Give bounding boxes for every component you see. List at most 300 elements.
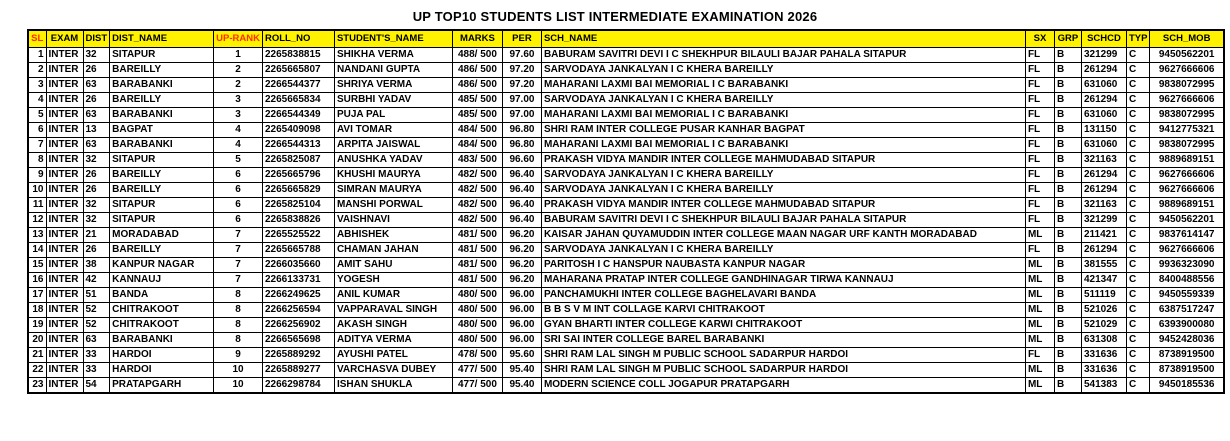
cell-dist-name: SITAPUR	[110, 152, 214, 167]
cell-dist: 42	[83, 272, 110, 287]
cell-student: AMIT SAHU	[334, 257, 452, 272]
cell-dist: 32	[83, 152, 110, 167]
cell-sch-name: SARVODAYA JANKALYAN I C KHERA BAREILLY	[541, 92, 1025, 107]
cell-sl: 14	[28, 242, 46, 257]
cell-schcd: 131150	[1081, 122, 1126, 137]
cell-exam: INTER	[46, 137, 83, 152]
cell-student: ISHAN SHUKLA	[334, 377, 452, 393]
cell-exam: INTER	[46, 152, 83, 167]
cell-sl: 13	[28, 227, 46, 242]
cell-up-rank: 6	[214, 182, 263, 197]
cell-dist-name: BAREILLY	[110, 62, 214, 77]
cell-roll-no: 2265889277	[262, 362, 334, 377]
cell-sch-name: MAHARANI LAXMI BAI MEMORIAL I C BARABANKI	[541, 107, 1025, 122]
cell-sch-mob: 9627666606	[1150, 167, 1224, 182]
cell-per: 96.40	[502, 182, 541, 197]
cell-exam: INTER	[46, 257, 83, 272]
cell-exam: INTER	[46, 167, 83, 182]
cell-schcd: 521026	[1081, 302, 1126, 317]
cell-typ: C	[1126, 152, 1149, 167]
table-row	[28, 227, 1224, 242]
cell-student: ANIL KUMAR	[334, 287, 452, 302]
cell-schcd: 631060	[1081, 77, 1126, 92]
cell-student: AVI TOMAR	[334, 122, 452, 137]
col-header-grp: GRP	[1054, 30, 1081, 47]
cell-sch-name: SARVODAYA JANKALYAN I C KHERA BAREILLY	[541, 242, 1025, 257]
cell-grp: B	[1054, 332, 1081, 347]
cell-sx: ML	[1025, 317, 1054, 332]
cell-up-rank: 7	[214, 257, 263, 272]
cell-exam: INTER	[46, 47, 83, 62]
cell-exam: INTER	[46, 242, 83, 257]
cell-sch-mob: 9838072995	[1150, 107, 1224, 122]
cell-roll-no: 2266035660	[262, 257, 334, 272]
cell-marks: 484/ 500	[452, 137, 502, 152]
cell-marks: 486/ 500	[452, 77, 502, 92]
cell-sch-name: SHRI RAM INTER COLLEGE PUSAR KANHAR BAGPAT	[541, 122, 1025, 137]
cell-per: 96.00	[502, 302, 541, 317]
cell-dist-name: BAGPAT	[110, 122, 214, 137]
cell-schcd: 631060	[1081, 137, 1126, 152]
cell-roll-no: 2265889292	[262, 347, 334, 362]
cell-up-rank: 8	[214, 287, 263, 302]
cell-typ: C	[1126, 107, 1149, 122]
cell-sl: 2	[28, 62, 46, 77]
cell-up-rank: 10	[214, 362, 263, 377]
cell-sch-name: PRAKASH VIDYA MANDIR INTER COLLEGE MAHMUDABAD SITAPUR	[541, 197, 1025, 212]
cell-exam: INTER	[46, 197, 83, 212]
cell-grp: B	[1054, 302, 1081, 317]
cell-dist: 63	[83, 137, 110, 152]
cell-sl: 9	[28, 167, 46, 182]
col-header-student: STUDENT'S_NAME	[334, 30, 452, 47]
cell-schcd: 261294	[1081, 242, 1126, 257]
col-header-sl: SL	[28, 30, 46, 47]
cell-sx: FL	[1025, 107, 1054, 122]
cell-per: 97.20	[502, 62, 541, 77]
cell-typ: C	[1126, 377, 1149, 393]
cell-sx: FL	[1025, 137, 1054, 152]
cell-sx: FL	[1025, 62, 1054, 77]
cell-typ: C	[1126, 272, 1149, 287]
cell-roll-no: 2266298784	[262, 377, 334, 393]
cell-per: 95.40	[502, 377, 541, 393]
cell-sch-name: GYAN BHARTI INTER COLLEGE KARWI CHITRAKOOT	[541, 317, 1025, 332]
cell-sl: 21	[28, 347, 46, 362]
cell-dist-name: HARDOI	[110, 347, 214, 362]
cell-sl: 22	[28, 362, 46, 377]
cell-sl: 17	[28, 287, 46, 302]
cell-dist: 26	[83, 182, 110, 197]
cell-schcd: 331636	[1081, 362, 1126, 377]
cell-roll-no: 2265665834	[262, 92, 334, 107]
cell-typ: C	[1126, 332, 1149, 347]
cell-student: AKASH SINGH	[334, 317, 452, 332]
cell-sx: ML	[1025, 257, 1054, 272]
cell-grp: B	[1054, 227, 1081, 242]
cell-sx: FL	[1025, 92, 1054, 107]
table-row	[28, 167, 1224, 182]
cell-sl: 5	[28, 107, 46, 122]
cell-sch-mob: 9936323090	[1150, 257, 1224, 272]
cell-dist: 52	[83, 302, 110, 317]
cell-dist-name: CHITRAKOOT	[110, 302, 214, 317]
cell-grp: B	[1054, 272, 1081, 287]
cell-up-rank: 6	[214, 197, 263, 212]
cell-roll-no: 2265525522	[262, 227, 334, 242]
cell-schcd: 421347	[1081, 272, 1126, 287]
cell-roll-no: 2265825087	[262, 152, 334, 167]
cell-sx: FL	[1025, 182, 1054, 197]
cell-dist-name: BAREILLY	[110, 242, 214, 257]
cell-student: SHIKHA VERMA	[334, 47, 452, 62]
cell-roll-no: 2265665807	[262, 62, 334, 77]
cell-student: KHUSHI MAURYA	[334, 167, 452, 182]
table-row	[28, 257, 1224, 272]
cell-roll-no: 2266256902	[262, 317, 334, 332]
cell-dist: 21	[83, 227, 110, 242]
cell-marks: 480/ 500	[452, 302, 502, 317]
table-row	[28, 182, 1224, 197]
cell-up-rank: 5	[214, 152, 263, 167]
cell-dist-name: BANDA	[110, 287, 214, 302]
cell-per: 96.40	[502, 212, 541, 227]
table-row	[28, 122, 1224, 137]
cell-dist: 63	[83, 332, 110, 347]
cell-schcd: 261294	[1081, 182, 1126, 197]
cell-roll-no: 2266544349	[262, 107, 334, 122]
col-header-roll-no: ROLL_NO	[262, 30, 334, 47]
cell-typ: C	[1126, 62, 1149, 77]
cell-grp: B	[1054, 77, 1081, 92]
table-row	[28, 317, 1224, 332]
cell-grp: B	[1054, 152, 1081, 167]
cell-sch-mob: 9838072995	[1150, 137, 1224, 152]
cell-schcd: 321163	[1081, 197, 1126, 212]
cell-roll-no: 2265665829	[262, 182, 334, 197]
table-row	[28, 62, 1224, 77]
cell-typ: C	[1126, 47, 1149, 62]
cell-typ: C	[1126, 302, 1149, 317]
cell-per: 97.60	[502, 47, 541, 62]
cell-per: 96.80	[502, 137, 541, 152]
cell-per: 96.40	[502, 197, 541, 212]
cell-schcd: 631060	[1081, 107, 1126, 122]
col-header-dist: DIST	[83, 30, 110, 47]
cell-marks: 477/ 500	[452, 377, 502, 393]
cell-per: 96.20	[502, 272, 541, 287]
cell-up-rank: 7	[214, 227, 263, 242]
table-row	[28, 152, 1224, 167]
cell-sl: 1	[28, 47, 46, 62]
cell-roll-no: 2265825104	[262, 197, 334, 212]
col-header-per: PER	[502, 30, 541, 47]
table-row	[28, 197, 1224, 212]
cell-marks: 484/ 500	[452, 122, 502, 137]
cell-student: MANSHI PORWAL	[334, 197, 452, 212]
cell-sch-name: MAHARANI LAXMI BAI MEMORIAL I C BARABANKI	[541, 137, 1025, 152]
cell-up-rank: 6	[214, 212, 263, 227]
cell-student: SURBHI YADAV	[334, 92, 452, 107]
table-row	[28, 362, 1224, 377]
cell-sl: 7	[28, 137, 46, 152]
cell-sl: 16	[28, 272, 46, 287]
cell-grp: B	[1054, 167, 1081, 182]
cell-roll-no: 2266565698	[262, 332, 334, 347]
cell-roll-no: 2266133731	[262, 272, 334, 287]
cell-exam: INTER	[46, 227, 83, 242]
cell-marks: 480/ 500	[452, 287, 502, 302]
cell-grp: B	[1054, 137, 1081, 152]
cell-sx: FL	[1025, 242, 1054, 257]
cell-sch-name: MODERN SCIENCE COLL JOGAPUR PRATAPGARH	[541, 377, 1025, 393]
cell-dist-name: PRATAPGARH	[110, 377, 214, 393]
cell-dist-name: KANNAUJ	[110, 272, 214, 287]
cell-sch-name: PARITOSH I C HANSPUR NAUBASTA KANPUR NAGAR	[541, 257, 1025, 272]
cell-sx: FL	[1025, 347, 1054, 362]
cell-typ: C	[1126, 242, 1149, 257]
cell-marks: 480/ 500	[452, 332, 502, 347]
table-row	[28, 332, 1224, 347]
cell-student: SHRIYA VERMA	[334, 77, 452, 92]
cell-student: VARCHASVA DUBEY	[334, 362, 452, 377]
cell-marks: 482/ 500	[452, 197, 502, 212]
cell-student: ANUSHKA YADAV	[334, 152, 452, 167]
cell-sx: FL	[1025, 152, 1054, 167]
cell-marks: 481/ 500	[452, 242, 502, 257]
cell-grp: B	[1054, 317, 1081, 332]
cell-sch-mob: 9627666606	[1150, 242, 1224, 257]
cell-marks: 485/ 500	[452, 107, 502, 122]
cell-schcd: 261294	[1081, 92, 1126, 107]
cell-schcd: 321163	[1081, 152, 1126, 167]
cell-up-rank: 4	[214, 122, 263, 137]
cell-typ: C	[1126, 182, 1149, 197]
table-row	[28, 287, 1224, 302]
cell-per: 96.00	[502, 332, 541, 347]
cell-sl: 19	[28, 317, 46, 332]
cell-dist: 51	[83, 287, 110, 302]
cell-sch-mob: 9627666606	[1150, 182, 1224, 197]
cell-roll-no: 2266544313	[262, 137, 334, 152]
cell-sch-mob: 9450562201	[1150, 212, 1224, 227]
cell-schcd: 211421	[1081, 227, 1126, 242]
cell-roll-no: 2266256594	[262, 302, 334, 317]
cell-exam: INTER	[46, 212, 83, 227]
cell-typ: C	[1126, 122, 1149, 137]
cell-grp: B	[1054, 182, 1081, 197]
cell-sch-name: MAHARANI LAXMI BAI MEMORIAL I C BARABANKI	[541, 77, 1025, 92]
cell-dist: 63	[83, 77, 110, 92]
cell-typ: C	[1126, 317, 1149, 332]
cell-sx: FL	[1025, 47, 1054, 62]
cell-grp: B	[1054, 377, 1081, 393]
cell-schcd: 541383	[1081, 377, 1126, 393]
col-header-schcd: SCHCD	[1081, 30, 1126, 47]
col-header-sch-mob: SCH_MOB	[1150, 30, 1224, 47]
cell-per: 96.00	[502, 287, 541, 302]
cell-grp: B	[1054, 92, 1081, 107]
cell-exam: INTER	[46, 62, 83, 77]
cell-per: 97.00	[502, 92, 541, 107]
cell-sch-mob: 8738919500	[1150, 362, 1224, 377]
cell-grp: B	[1054, 362, 1081, 377]
cell-exam: INTER	[46, 107, 83, 122]
cell-typ: C	[1126, 257, 1149, 272]
cell-marks: 488/ 500	[452, 47, 502, 62]
cell-student: VAPPARAVAL SINGH	[334, 302, 452, 317]
cell-sl: 23	[28, 377, 46, 393]
cell-grp: B	[1054, 212, 1081, 227]
cell-sch-name: SARVODAYA JANKALYAN I C KHERA BAREILLY	[541, 182, 1025, 197]
cell-grp: B	[1054, 62, 1081, 77]
cell-exam: INTER	[46, 287, 83, 302]
cell-up-rank: 9	[214, 347, 263, 362]
cell-per: 96.80	[502, 122, 541, 137]
cell-dist-name: SITAPUR	[110, 197, 214, 212]
cell-schcd: 261294	[1081, 167, 1126, 182]
cell-exam: INTER	[46, 272, 83, 287]
cell-marks: 481/ 500	[452, 257, 502, 272]
cell-per: 95.60	[502, 347, 541, 362]
cell-schcd: 331636	[1081, 347, 1126, 362]
table-row	[28, 242, 1224, 257]
cell-exam: INTER	[46, 122, 83, 137]
table-row	[28, 302, 1224, 317]
col-header-dist-name: DIST_NAME	[110, 30, 214, 47]
cell-per: 95.40	[502, 362, 541, 377]
cell-marks: 481/ 500	[452, 272, 502, 287]
cell-dist: 63	[83, 107, 110, 122]
cell-dist-name: KANPUR NAGAR	[110, 257, 214, 272]
cell-dist-name: MORADABAD	[110, 227, 214, 242]
cell-sch-mob: 9627666606	[1150, 92, 1224, 107]
cell-marks: 477/ 500	[452, 362, 502, 377]
cell-roll-no: 2265838826	[262, 212, 334, 227]
cell-sch-mob: 9838072995	[1150, 77, 1224, 92]
cell-grp: B	[1054, 257, 1081, 272]
cell-exam: INTER	[46, 182, 83, 197]
cell-student: VAISHNAVI	[334, 212, 452, 227]
cell-dist: 26	[83, 242, 110, 257]
cell-up-rank: 8	[214, 317, 263, 332]
col-header-up-rank: UP-RANK	[214, 30, 263, 47]
cell-dist: 26	[83, 167, 110, 182]
cell-sx: ML	[1025, 227, 1054, 242]
cell-grp: B	[1054, 287, 1081, 302]
table-row	[28, 272, 1224, 287]
cell-schcd: 321299	[1081, 47, 1126, 62]
cell-exam: INTER	[46, 302, 83, 317]
cell-up-rank: 3	[214, 92, 263, 107]
cell-typ: C	[1126, 137, 1149, 152]
cell-up-rank: 10	[214, 377, 263, 393]
cell-sx: ML	[1025, 377, 1054, 393]
cell-exam: INTER	[46, 92, 83, 107]
cell-schcd: 521029	[1081, 317, 1126, 332]
cell-marks: 483/ 500	[452, 152, 502, 167]
cell-exam: INTER	[46, 362, 83, 377]
cell-typ: C	[1126, 347, 1149, 362]
cell-sl: 10	[28, 182, 46, 197]
cell-typ: C	[1126, 197, 1149, 212]
header-row	[28, 30, 1224, 47]
cell-up-rank: 2	[214, 77, 263, 92]
cell-sl: 15	[28, 257, 46, 272]
cell-grp: B	[1054, 197, 1081, 212]
cell-sch-name: SHRI RAM LAL SINGH M PUBLIC SCHOOL SADARPUR HARDOI	[541, 347, 1025, 362]
cell-sl: 18	[28, 302, 46, 317]
table-body	[28, 47, 1224, 393]
cell-student: NANDANI GUPTA	[334, 62, 452, 77]
cell-sx: FL	[1025, 212, 1054, 227]
cell-exam: INTER	[46, 377, 83, 393]
cell-grp: B	[1054, 47, 1081, 62]
cell-grp: B	[1054, 122, 1081, 137]
cell-dist: 32	[83, 197, 110, 212]
cell-sch-mob: 9627666606	[1150, 62, 1224, 77]
cell-schcd: 631308	[1081, 332, 1126, 347]
cell-sx: ML	[1025, 362, 1054, 377]
cell-marks: 478/ 500	[452, 347, 502, 362]
cell-marks: 486/ 500	[452, 62, 502, 77]
table-row	[28, 77, 1224, 92]
cell-typ: C	[1126, 167, 1149, 182]
cell-typ: C	[1126, 212, 1149, 227]
cell-sch-mob: 8400488556	[1150, 272, 1224, 287]
cell-sch-mob: 9450559339	[1150, 287, 1224, 302]
cell-student: PUJA PAL	[334, 107, 452, 122]
cell-sch-mob: 9450185536	[1150, 377, 1224, 393]
cell-marks: 482/ 500	[452, 182, 502, 197]
cell-roll-no: 2265838815	[262, 47, 334, 62]
cell-up-rank: 4	[214, 137, 263, 152]
cell-sch-mob: 9452428036	[1150, 332, 1224, 347]
cell-student: ADITYA VERMA	[334, 332, 452, 347]
table-row	[28, 107, 1224, 122]
table-row	[28, 347, 1224, 362]
cell-sch-mob: 8738919500	[1150, 347, 1224, 362]
cell-grp: B	[1054, 242, 1081, 257]
cell-marks: 481/ 500	[452, 227, 502, 242]
cell-dist: 26	[83, 92, 110, 107]
cell-schcd: 381555	[1081, 257, 1126, 272]
cell-per: 96.40	[502, 167, 541, 182]
cell-schcd: 261294	[1081, 62, 1126, 77]
cell-sx: FL	[1025, 122, 1054, 137]
cell-sch-name: SARVODAYA JANKALYAN I C KHERA BAREILLY	[541, 167, 1025, 182]
cell-sl: 3	[28, 77, 46, 92]
cell-dist-name: CHITRAKOOT	[110, 317, 214, 332]
col-header-sch-name: SCH_NAME	[541, 30, 1025, 47]
table-row	[28, 92, 1224, 107]
col-header-typ: TYP	[1126, 30, 1149, 47]
cell-student: ABHISHEK	[334, 227, 452, 242]
cell-dist: 54	[83, 377, 110, 393]
cell-sx: ML	[1025, 302, 1054, 317]
cell-sch-mob: 9889689151	[1150, 152, 1224, 167]
cell-sch-mob: 6393900080	[1150, 317, 1224, 332]
cell-sch-name: PRAKASH VIDYA MANDIR INTER COLLEGE MAHMUDABAD SITAPUR	[541, 152, 1025, 167]
cell-sch-name: MAHARANA PRATAP INTER COLLEGE GANDHINAGAR TIRWA KANNAUJ	[541, 272, 1025, 287]
cell-per: 96.20	[502, 257, 541, 272]
cell-sx: FL	[1025, 167, 1054, 182]
cell-sx: ML	[1025, 272, 1054, 287]
cell-roll-no: 2265665788	[262, 242, 334, 257]
cell-up-rank: 1	[214, 47, 263, 62]
cell-marks: 482/ 500	[452, 167, 502, 182]
cell-dist-name: HARDOI	[110, 362, 214, 377]
